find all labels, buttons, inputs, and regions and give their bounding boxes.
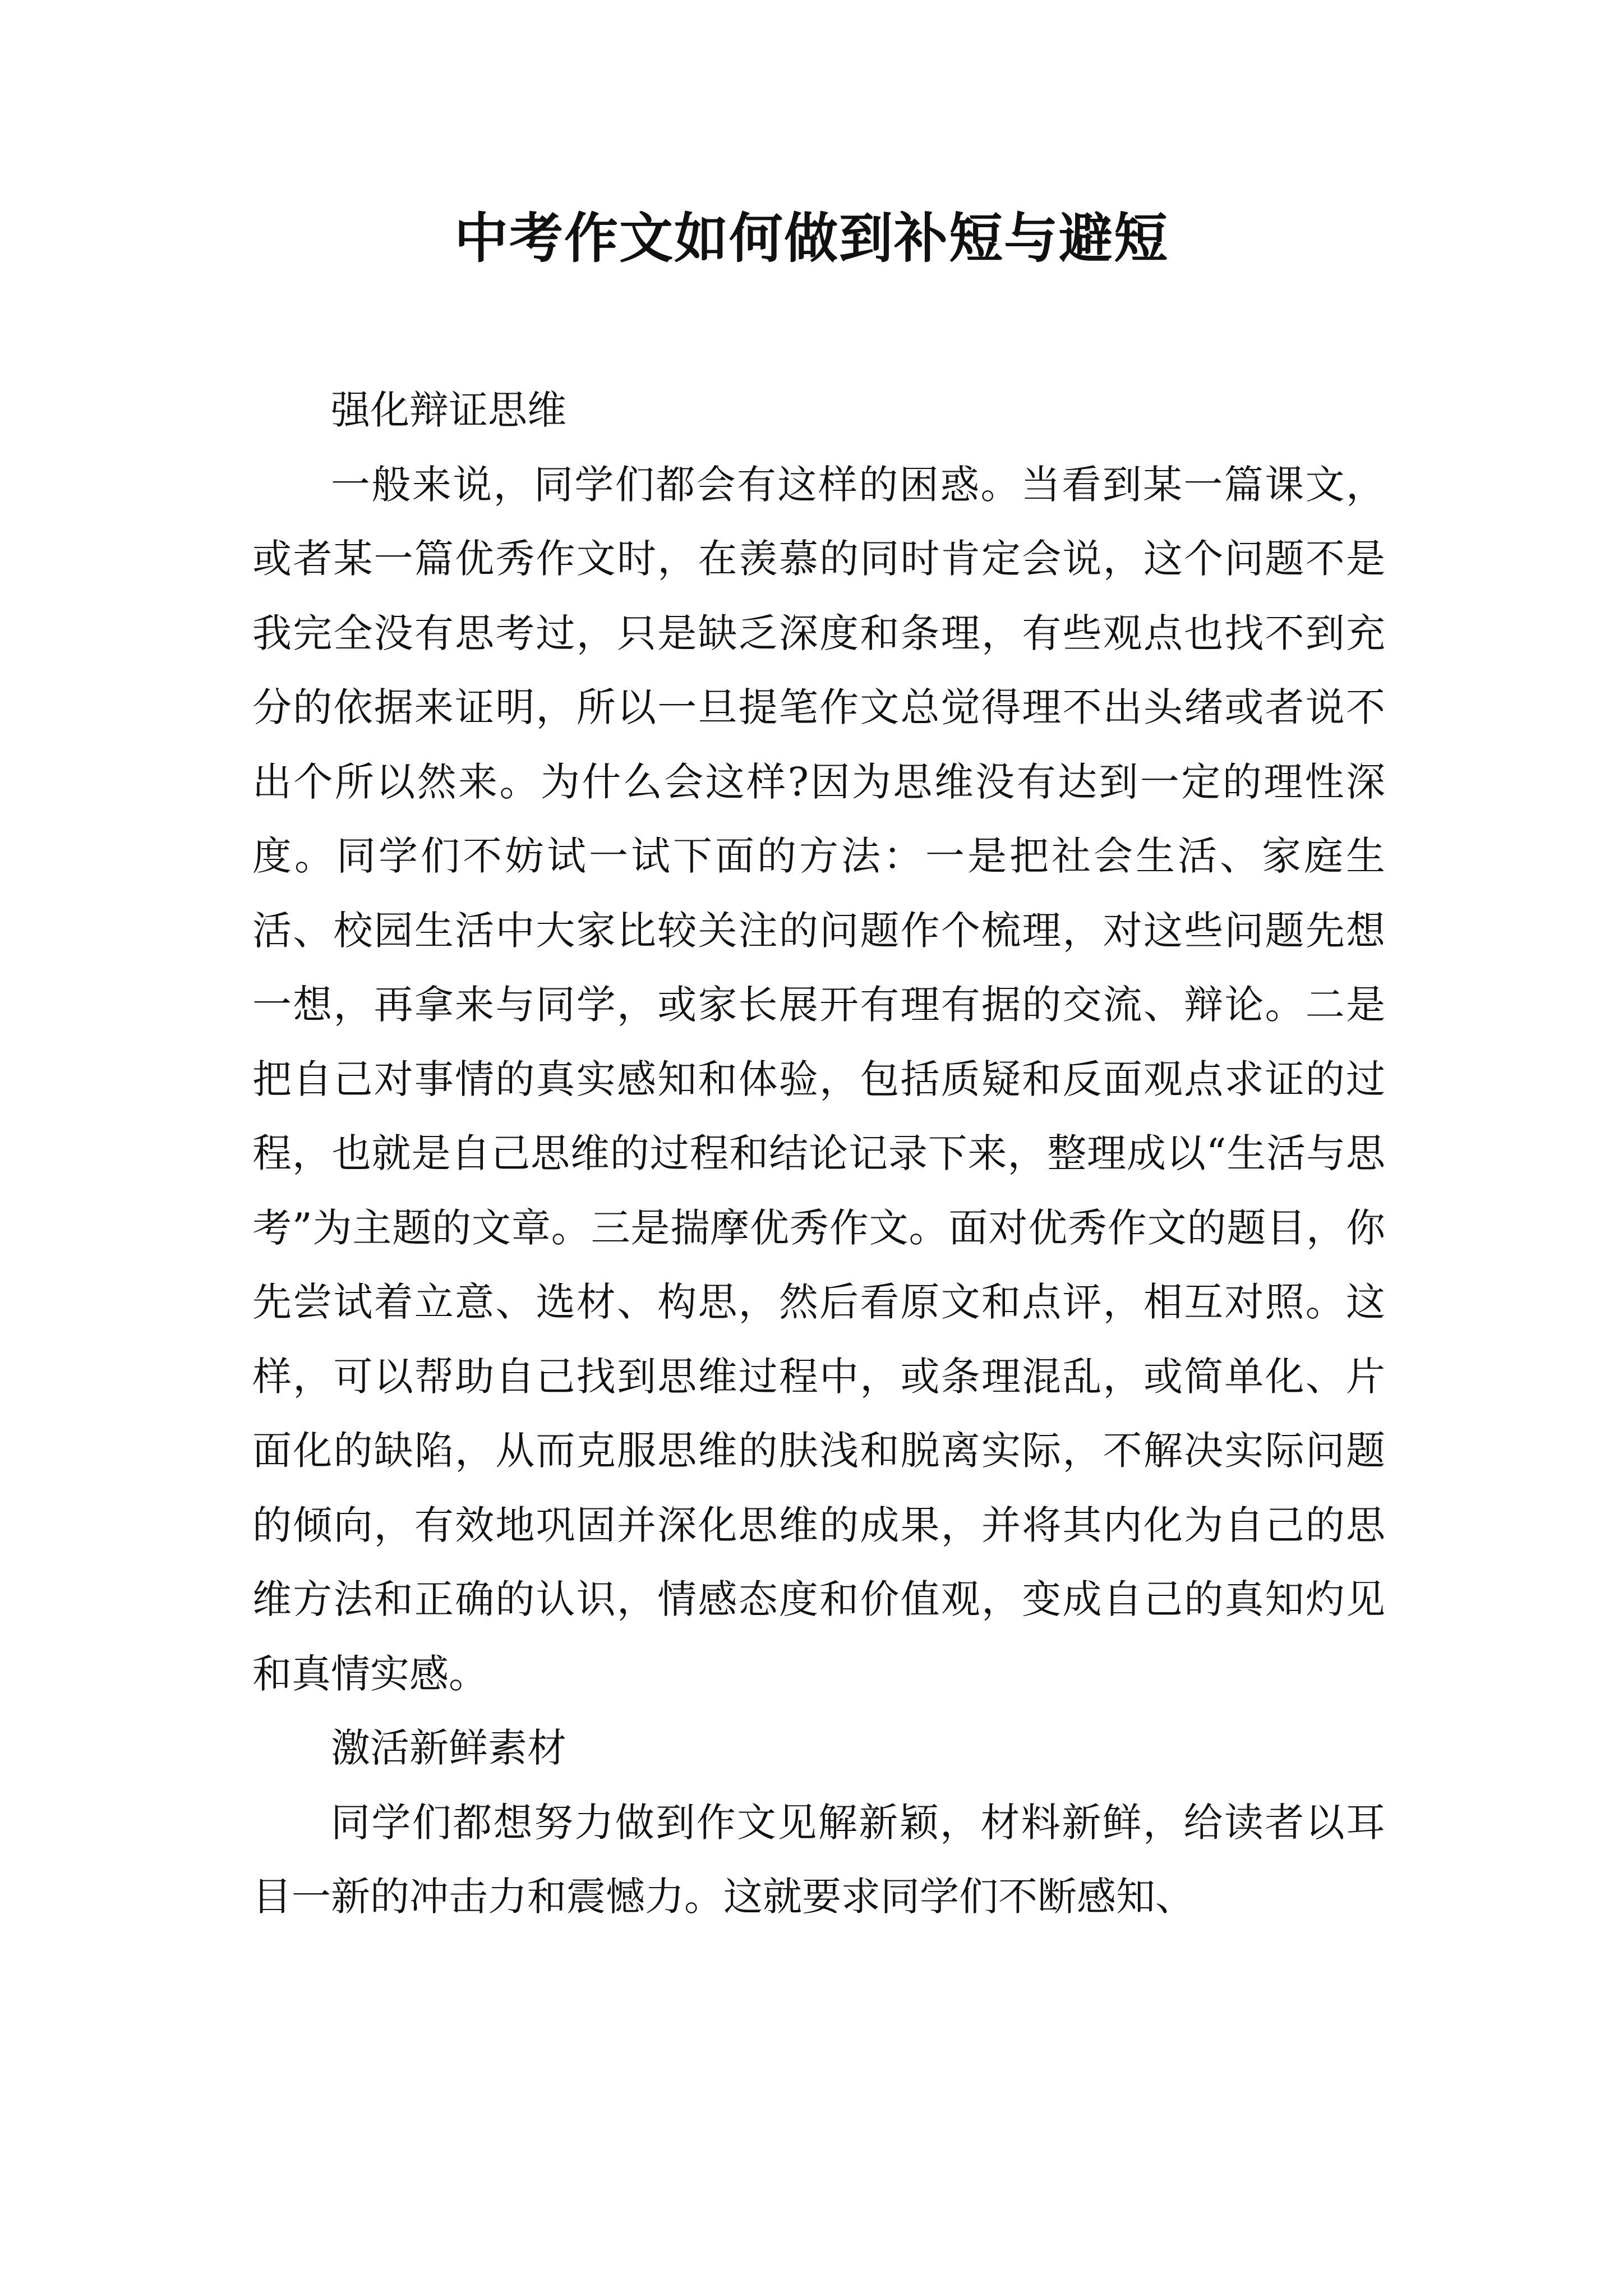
section-paragraph-1: 一般来说，同学们都会有这样的困惑。当看到某一篇课文，或者某一篇优秀作文时，在羡慕的同时肯定会说，这个问题不是我完全没有思考过，只是缺乏深度和条理，有些观点也找不到充分的依据来证明，所以一旦提笔作文总觉得理不出头绪或者说不出个所以然来。为什么会这样?因为思维没有达到一定的理性深度。同学们不妨试一试下面的方法：一是把社会生活、家庭生活、校园生活中大家比较关注的问题作个梳理，对这些问题先想一想，再拿来与同学，或家长展开有理有据的交流、辩论。二是把自己对事情的真实感知和体验，包括质疑和反面观点求证的过程，也就是自己思维的过程和结论记录下来，整理成以“生活与思考”为主题的文章。三是揣摩优秀作文。面对优秀作文的题目，你先尝试着立意、选材、构思，然后看原文和点评，相互对照。这样，可以帮助自己找到思维过程中，或条理混乱，或简单化、片面化的缺陷，从而克服思维的肤浅和脱离实际，不解决实际问题的倾向，有效地巩固并深化思维的成果，并将其内化为自己的思维方法和正确的认识，情感态度和价值观，变成自己的真知灼见和真情实感。 bbox=[252, 461, 1385, 1697]
document-body bbox=[252, 373, 1385, 1934]
section-heading-1: 强化辩证思维 bbox=[331, 387, 566, 433]
document-title: 中考作文如何做到补短与避短 bbox=[454, 206, 1169, 270]
section-heading-2: 激活新鲜素材 bbox=[331, 1725, 566, 1771]
section-paragraph-2: 同学们都想努力做到作文见解新颖，材料新鲜，给读者以耳目一新的冲击力和震憾力。这就要求同学们不断感知、 bbox=[252, 1799, 1385, 1920]
